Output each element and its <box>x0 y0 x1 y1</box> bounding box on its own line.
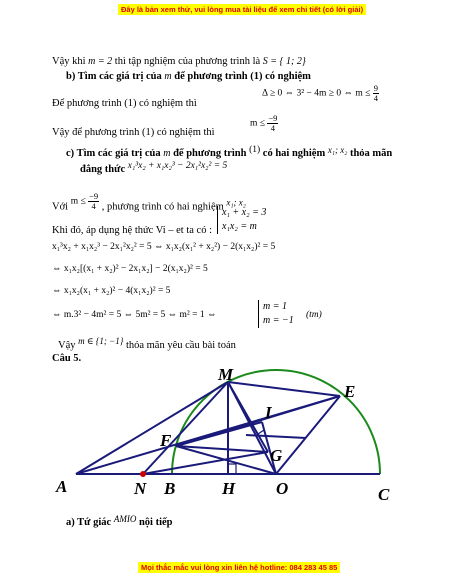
segment-ME <box>228 382 340 396</box>
text-line: Với m ≤ $\frac{-9}{4}$ , phương trình có hai nghiệm x₁; x₂ <box>52 191 246 213</box>
equation-line: ⇔ x₁x₂(x₁ + x₂)² − 4(x₁x₂)² = 5 <box>52 286 171 296</box>
equation-line: x₁³x₂ + x₁x₂³ − 2x₁²x₂² = 5 ⇔ x₁x₂(x₁² + x₂²) − 2(x₁x₂)² = 5 <box>52 242 276 252</box>
label-E: E <box>344 382 356 401</box>
label-O: O <box>276 479 289 498</box>
section-heading: b) Tìm các giá trị của m để phương trình (1) có nghiệm <box>66 71 311 82</box>
equation-line: ⇔ m.3² − 4m² = 5 ⇔ 5m² = 5 ⇔ m² = 1 ⇔ <box>52 310 217 320</box>
segment-AM <box>76 382 228 474</box>
segment-MG <box>228 382 268 452</box>
segment-NG <box>143 452 268 474</box>
hotline-notice: Mọi thắc mắc vui lòng xin liên hệ hotline: 084 283 45 85 <box>138 562 340 573</box>
section-heading: c) Tìm các giá trị của m để phương trình (1) có hai nghiệm x₁; x₂ thỏa mãn <box>66 145 393 159</box>
label-I: I <box>265 403 272 422</box>
section-heading-cont: đẳng thức x₁³x₂ + x₁x₂³ − 2x₁²x₂² = 5 <box>80 161 228 175</box>
label-B: B <box>164 479 176 498</box>
text-line: Vậy m ∈ {1; −1} thỏa mãn yêu cầu bài toán <box>58 336 236 351</box>
label-C: C <box>378 485 390 504</box>
valid-mark: (tm) <box>306 310 322 320</box>
text-line: Khi đó, áp dụng hệ thức Vi – et ta có : <box>52 225 213 236</box>
text-line: Vậy để phương trình (1) có nghiệm thì <box>52 127 215 138</box>
segment-chord <box>246 435 306 438</box>
label-M: M <box>218 365 234 384</box>
question-label: Câu 5. <box>52 353 82 364</box>
solution-cases: m = 1 m = −1 <box>258 300 294 328</box>
segment-MN <box>143 382 228 474</box>
math-expression: Δ ≥ 0 ⇔ 3² − 4m ≥ 0 ⇔ m ≤ $\frac{9}{4}$ <box>262 83 378 103</box>
label-A: A <box>56 477 68 496</box>
segment-EO <box>276 396 340 474</box>
section-heading: a) Tứ giác AMIO nội tiếp <box>66 514 173 528</box>
vieta-system: x₁ + x₂ = 3 x₁x₂ = m <box>217 206 266 234</box>
label-F: F <box>160 431 172 450</box>
label-N: N <box>134 479 147 498</box>
right-angle-H <box>228 464 236 474</box>
preview-notice: Đây là bản xem thử, vui lòng mua tài liệu để xem chi tiết (có lời giải) <box>118 4 366 15</box>
text-line: Vậy khi m = 2 thì tập nghiệm của phương trình là S = { 1; 2} <box>52 56 306 67</box>
equation-line: ⇔ x₁x₂[(x₁ + x₂)² − 2x₁x₂] − 2(x₁x₂)² = 5 <box>52 264 208 274</box>
text-line: Để phương trình (1) có nghiệm thì <box>52 98 197 109</box>
label-G: G <box>270 446 283 465</box>
point-N <box>140 471 146 477</box>
label-H: H <box>222 479 236 498</box>
math-expression: m ≤ $\frac{-9}{4}$ <box>250 113 278 133</box>
